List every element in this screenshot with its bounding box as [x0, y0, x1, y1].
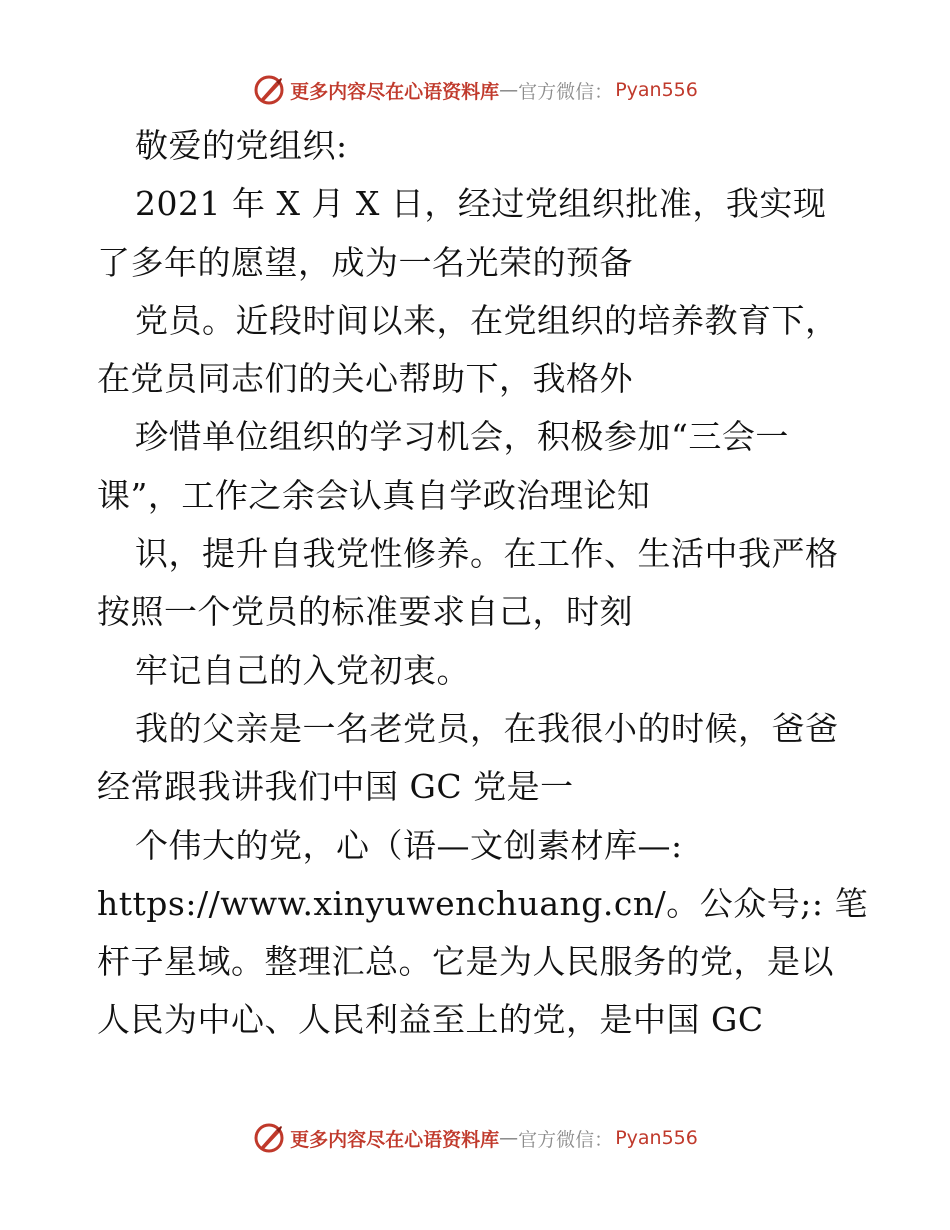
- paragraph-line: 识，提升自我党性修养。在工作、生活中我严格: [135, 534, 839, 574]
- paragraph-line: 2021 年 X 月 X 日，经过党组织批准，我实现: [135, 184, 827, 224]
- paragraph-line: 牢记自己的入党初衷。: [135, 650, 470, 690]
- paragraph-line: 在党员同志们的关心帮助下，我格外: [97, 359, 633, 399]
- paragraph-line: 敬爱的党组织:: [135, 126, 348, 165]
- paragraph-line: https://www.xinyuwenchuang.cn/。公众号;: 笔: [97, 883, 868, 923]
- banner-wechat-id: Pyan556: [615, 1127, 698, 1149]
- paragraph-line: 了多年的愿望，成为一名光荣的预备: [97, 242, 633, 282]
- paragraph-line: 珍惜单位组织的学习机会，积极参加“三会一: [135, 417, 789, 457]
- paragraph-line: 杆子星域。整理汇总。它是为人民服务的党，是以: [97, 942, 834, 982]
- paragraph-line: 课”，工作之余会认真自学政治理论知: [97, 475, 651, 515]
- banner-main-text: 更多内容尽在心语资料库: [290, 80, 500, 103]
- paragraph-line: 个伟大的党，心（语—文创素材库—:: [135, 825, 683, 865]
- banner-main-text: 更多内容尽在心语资料库: [290, 1128, 500, 1151]
- banner-sub-text: 官方微信：: [518, 80, 614, 103]
- paragraph-line: 人民为中心、人民利益至上的党，是中国 GC: [97, 1000, 764, 1040]
- banner-separator: —: [499, 79, 519, 101]
- banner-sub-text: 官方微信：: [518, 1128, 614, 1151]
- footer-watermark: [0, 1118, 950, 1158]
- banner-separator: —: [499, 1127, 519, 1149]
- quill-logo-icon: [252, 73, 286, 107]
- document-body: [97, 117, 868, 1050]
- quill-logo-icon: [252, 1121, 286, 1155]
- paragraph-line: 按照一个党员的标准要求自己，时刻: [97, 592, 633, 632]
- paragraph-line: 党员。近段时间以来，在党组织的培养教育下，: [135, 300, 839, 340]
- header-watermark: [0, 70, 950, 110]
- banner-wechat-id: Pyan556: [615, 79, 698, 101]
- paragraph-line: 经常跟我讲我们中国 GC 党是一: [97, 767, 574, 807]
- paragraph-line: 我的父亲是一名老党员，在我很小的时候，爸爸: [135, 708, 839, 748]
